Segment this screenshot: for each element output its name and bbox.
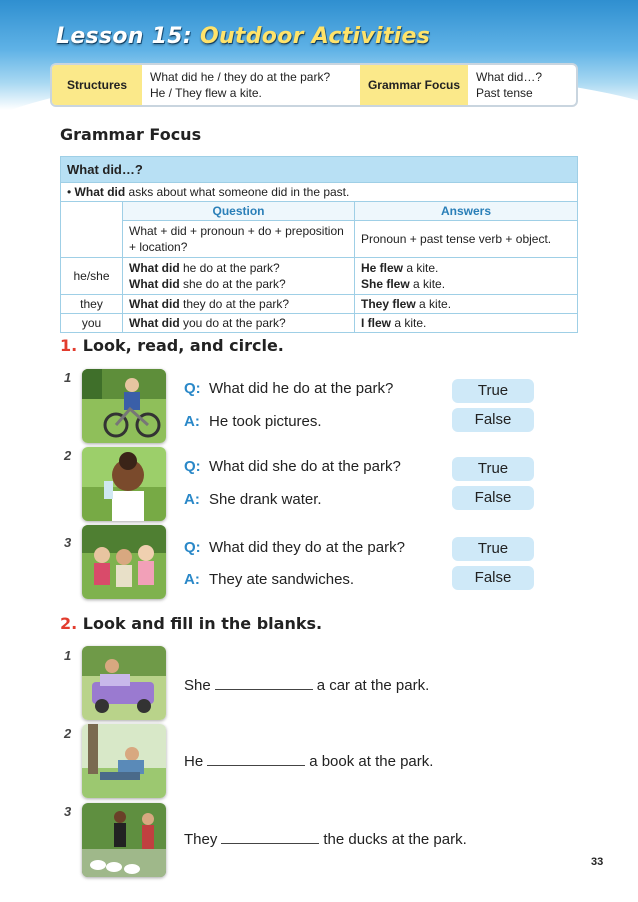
- false-button[interactable]: False: [452, 408, 534, 432]
- exercise-1-item-number: 1: [64, 370, 72, 385]
- q-bold: What did: [129, 297, 180, 311]
- row-question: [123, 314, 355, 333]
- exercise-1-item-number: 3: [64, 535, 72, 550]
- grammar-focus-line-2: Past tense: [476, 86, 533, 100]
- photo-girl-drinking: [82, 447, 166, 521]
- formula-question: What + did + pronoun + do + preposition + location?: [123, 221, 355, 258]
- a-rest: a kite.: [409, 277, 446, 291]
- lesson-title: [56, 24, 430, 49]
- a-label: A:: [184, 491, 200, 508]
- a-label: A:: [184, 413, 200, 430]
- fill-after: the ducks at the park.: [323, 831, 467, 848]
- exercise-2-item-number: 2: [64, 726, 72, 741]
- fill-before: They: [184, 831, 218, 848]
- a-label: A:: [184, 571, 200, 588]
- a-bold: I flew: [361, 316, 392, 330]
- exercise-2-heading: [60, 614, 322, 633]
- row-question: [123, 295, 355, 314]
- false-button[interactable]: False: [452, 486, 534, 510]
- row-answer: [355, 295, 578, 314]
- exercise-1-answer: She drank water.: [209, 491, 322, 508]
- a-rest: a kite.: [415, 297, 452, 311]
- a-rest: a kite.: [391, 316, 427, 330]
- blank-input[interactable]: [207, 752, 305, 766]
- page-number: 33: [591, 856, 604, 868]
- q-rest: they do at the park?: [179, 297, 290, 311]
- q-bold: What did: [129, 261, 180, 275]
- grammar-focus-values: [468, 65, 576, 105]
- formula-answer: Pronoun + past tense verb + object.: [355, 221, 578, 258]
- fill-before: He: [184, 753, 204, 770]
- structures-line-1: What did he / they do at the park?: [150, 70, 331, 84]
- col-answers: Answers: [355, 202, 578, 221]
- table-row: [61, 295, 578, 314]
- exercise-1-answer: They ate sandwiches.: [209, 571, 355, 588]
- grammar-focus-heading: Grammar Focus: [60, 125, 202, 144]
- grammar-table: [60, 156, 578, 333]
- grammar-note: • What did asks about what someone did in the past.: [61, 183, 578, 202]
- grammar-col-header-row: [61, 202, 578, 221]
- exercise-1-heading: [60, 336, 284, 355]
- row-subject: they: [61, 295, 123, 314]
- grammar-focus-label: Grammar Focus: [360, 65, 468, 105]
- exercise-2-item-number: 3: [64, 804, 72, 819]
- exercise-1-number: 1.: [60, 336, 78, 355]
- fill-sentence: [184, 752, 433, 770]
- exercise-1-question: What did he do at the park?: [209, 380, 394, 397]
- structures-values: [142, 65, 360, 105]
- q-label: Q:: [184, 539, 201, 556]
- photo-ducks: [82, 803, 166, 877]
- structures-label: Structures: [52, 65, 142, 105]
- table-row: [61, 258, 578, 295]
- lesson-number: Lesson 15:: [56, 24, 192, 49]
- col-question: Question: [123, 202, 355, 221]
- exercise-1-answer: He took pictures.: [209, 413, 322, 430]
- grammar-note-rest: asks about what someone did in the past.: [125, 185, 350, 199]
- photo-kids-sandwiches: [82, 525, 166, 599]
- true-button[interactable]: True: [452, 457, 534, 481]
- a-bold: They flew: [361, 297, 416, 311]
- false-button[interactable]: False: [452, 566, 534, 590]
- row-answer: [355, 258, 578, 295]
- grammar-note-bold: What did: [74, 185, 126, 199]
- true-button[interactable]: True: [452, 537, 534, 561]
- q-bold: What did: [129, 277, 180, 291]
- fill-sentence: [184, 830, 467, 848]
- grammar-formula-row: [61, 221, 578, 258]
- q-label: Q:: [184, 458, 201, 475]
- a-bold: She flew: [361, 277, 410, 291]
- a-rest: a kite.: [403, 261, 439, 275]
- fill-before: She: [184, 677, 211, 694]
- grammar-empty-cell: [61, 202, 123, 258]
- exercise-1-title: Look, read, and circle.: [82, 336, 284, 355]
- fill-after: a book at the park.: [309, 753, 434, 770]
- grammar-note-row: [61, 183, 578, 202]
- lesson-name: Outdoor Activities: [199, 24, 431, 49]
- photo-boy-bicycle: [82, 369, 166, 443]
- q-bold: What did: [129, 316, 180, 330]
- structures-bar: [50, 63, 578, 107]
- exercise-2-title: Look and fill in the blanks.: [82, 614, 323, 633]
- row-question: [123, 258, 355, 295]
- fill-sentence: [184, 676, 429, 694]
- row-subject: you: [61, 314, 123, 333]
- blank-input[interactable]: [215, 676, 313, 690]
- photo-man-reading: [82, 724, 166, 798]
- fill-after: a car at the park.: [316, 677, 430, 694]
- true-button[interactable]: True: [452, 379, 534, 403]
- q-label: Q:: [184, 380, 201, 397]
- structures-line-2: He / They flew a kite.: [150, 86, 262, 100]
- row-answer: [355, 314, 578, 333]
- photo-girl-toy-car: [82, 646, 166, 720]
- blank-input[interactable]: [221, 830, 319, 844]
- q-rest: you do at the park?: [179, 316, 286, 330]
- exercise-1-item-number: 2: [64, 448, 72, 463]
- exercise-2-number: 2.: [60, 614, 78, 633]
- exercise-2-item-number: 1: [64, 648, 72, 663]
- a-bold: He flew: [361, 261, 404, 275]
- grammar-table-title-row: [61, 157, 578, 183]
- table-row: [61, 314, 578, 333]
- exercise-1-question: What did they do at the park?: [209, 539, 405, 556]
- exercise-1-question: What did she do at the park?: [209, 458, 401, 475]
- q-rest: he do at the park?: [179, 261, 280, 275]
- grammar-table-title: What did…?: [61, 157, 578, 183]
- grammar-focus-line-1: What did…?: [476, 70, 543, 84]
- q-rest: she do at the park?: [179, 277, 286, 291]
- row-subject: he/she: [61, 258, 123, 295]
